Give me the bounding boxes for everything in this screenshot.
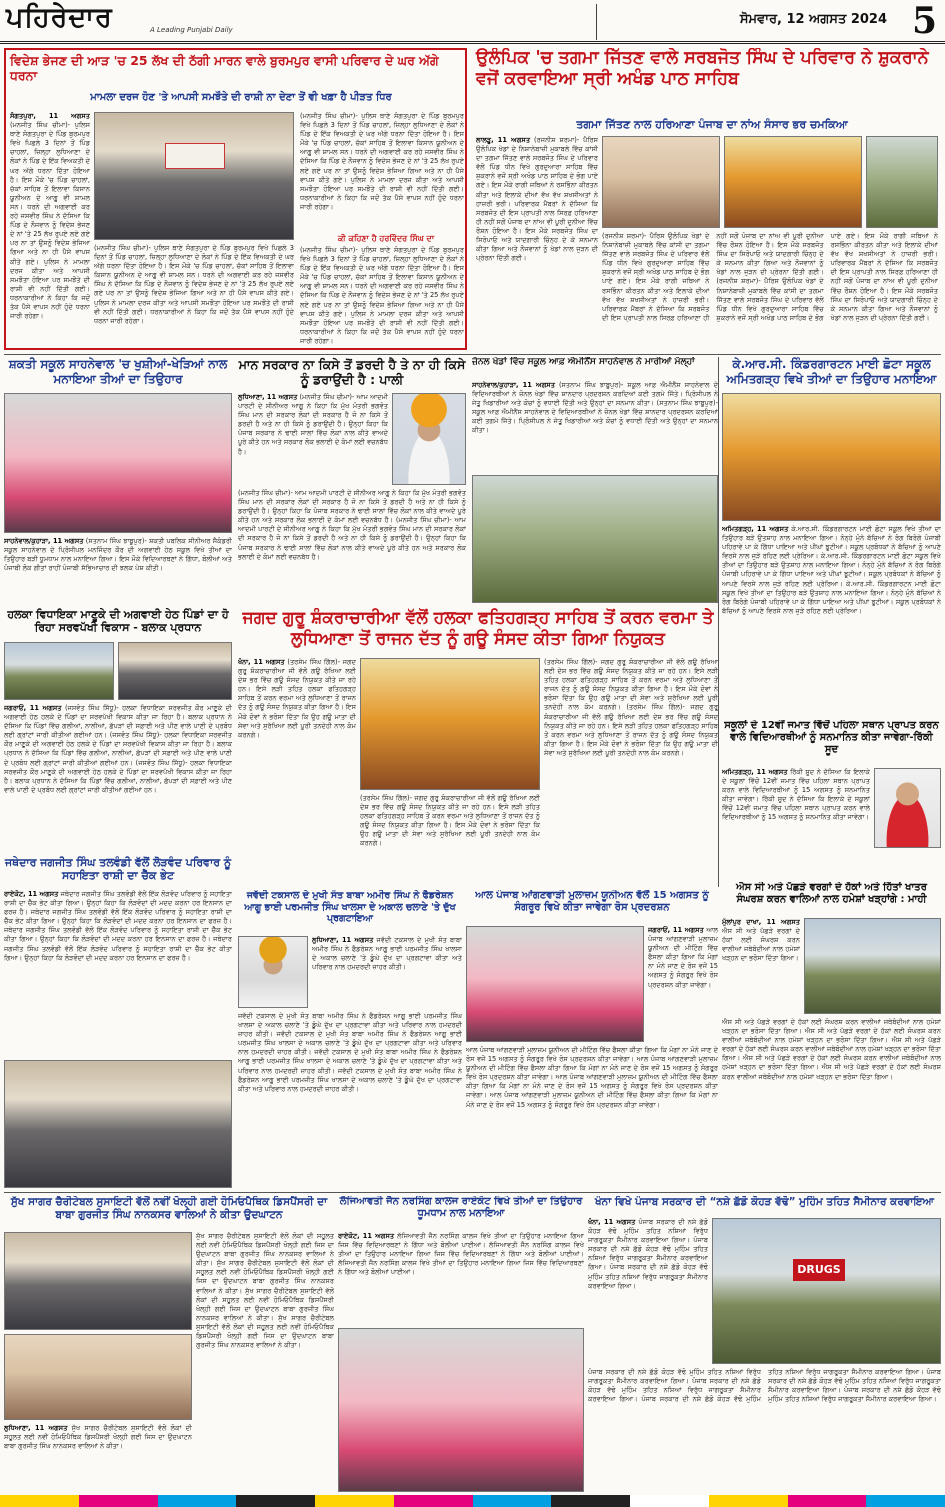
story-mann-sarkar-pali: [238, 357, 466, 605]
story-photo-village: [4, 642, 114, 700]
color-swatch: [866, 1495, 945, 1507]
story-photo-students: [338, 1328, 584, 1492]
story-photo-meeting: [804, 918, 941, 1014]
divider: [4, 354, 941, 355]
story-photo-temple: [866, 136, 938, 228]
story-photo-protest: [94, 112, 294, 240]
story-body: ਸਾਹਨੇਵਾਲ/ਕੁਹਾੜਾ, 11 ਅਗਸਤ (ਸਤਨਾਮ ਸਿੰਘ ਝਾਬੂਪੁਰ)- ਸ਼ਕਤੀ ਪਬਲਿਕ ਸੀਨੀਅਰ ਸੈਕੰਡਰੀ ਸਕੂਲ ਸਾਹਨੇਵਾਲ ਦੇ ਪ੍ਰਿੰਸੀਪਲ ਮਨਜਿੰਦਰ ਕੌਰ ਦੀ ਅਗਵਾਈ ਹੇਠ ਸਕੂਲ ਵਿਖੇ ਤੀਆਂ ਦਾ ਤਿਉਹਾਰ ਬੜੀ ਧੂਮਧਾਮ ਨਾਲ ਮਨਾਇਆ ਗਿਆ। ਇਸ ਮੌਕੇ ਵਿਦਿਆਰਥਣਾਂ ਨੇ ਗਿੱਧਾ, ਬੋਲੀਆਂ ਅਤੇ ਪੰਜਾਬੀ ਲੋਕ ਗੀਤਾਂ ਰਾਹੀਂ ਪੰਜਾਬੀ ਸੱਭਿਆਚਾਰ ਦੀ ਝਲਕ ਪੇਸ਼ ਕੀਤੀ।: [4, 537, 232, 573]
story-body-bottom: (ਮਨਜੀਤ ਸਿੰਘ ਚੀਮਾ)- ਆਮ ਆਦਮੀ ਪਾਰਟੀ ਦੇ ਸੀਨੀਅਰ ਆਗੂ ਨੇ ਕਿਹਾ ਕਿ ਮੁੱਖ ਮੰਤਰੀ ਭਗਵੰਤ ਸਿੰਘ ਮਾਨ ਦੀ ਸਰਕਾਰ ਲੋਕਾਂ ਦੀ ਸਰਕਾਰ ਹੈ ਜੋ ਨਾ ਕਿਸੇ ਤੋਂ ਡਰਦੀ ਹੈ ਅਤੇ ਨਾ ਹੀ ਕਿਸੇ ਨੂੰ ਡਰਾਉਂਦੀ ਹੈ। ਉਨ੍ਹਾਂ ਕਿਹਾ ਕਿ ਪੰਜਾਬ ਸਰਕਾਰ ਨੇ ਢਾਈ ਸਾਲਾਂ ਵਿੱਚ ਲੋਕਾਂ ਨਾਲ ਕੀਤੇ ਵਾਅਦੇ ਪੂਰੇ ਕੀਤੇ ਹਨ ਅਤੇ ਸਰਕਾਰ ਲੋਕ ਭਲਾਈ ਦੇ ਕੰਮਾਂ ਲਈ ਵਚਨਬੱਧ ਹੈ। (ਮਨਜੀਤ ਸਿੰਘ ਚੀਮਾ)- ਆਮ ਆਦਮੀ ਪਾਰਟੀ ਦੇ ਸੀਨੀਅਰ ਆਗੂ ਨੇ ਕਿਹਾ ਕਿ ਮੁੱਖ ਮੰਤਰੀ ਭਗਵੰਤ ਸਿੰਘ ਮਾਨ ਦੀ ਸਰਕਾਰ ਲੋਕਾਂ ਦੀ ਸਰਕਾਰ ਹੈ ਜੋ ਨਾ ਕਿਸੇ ਤੋਂ ਡਰਦੀ ਹੈ ਅਤੇ ਨਾ ਹੀ ਕਿਸੇ ਨੂੰ ਡਰਾਉਂਦੀ ਹੈ। ਉਨ੍ਹਾਂ ਕਿਹਾ ਕਿ ਪੰਜਾਬ ਸਰਕਾਰ ਨੇ ਢਾਈ ਸਾਲਾਂ ਵਿੱਚ ਲੋਕਾਂ ਨਾਲ ਕੀਤੇ ਵਾਅਦੇ ਪੂਰੇ ਕੀਤੇ ਹਨ ਅਤੇ ਸਰਕਾਰ ਲੋਕ ਭਲਾਈ ਦੇ ਕੰਮਾਂ ਲਈ ਵਚਨਬੱਧ ਹੈ।: [238, 489, 466, 561]
color-swatch: [630, 1495, 709, 1507]
story-headline: ਜਵੱਦੀ ਟਕਸਾਲ ਦੇ ਮੁਖੀ ਸੰਤ ਬਾਬਾ ਅਮੀਰ ਸਿੰਘ ਨੇ ਫੈਡਰੇਸ਼ਨ ਆਗੂ ਭਾਈ ਪਰਮਜੀਤ ਸਿੰਘ ਖਾਲਸਾ ਦੇ ਅਕਾਲ ਚਲਾਣੇ 'ਤੇ ਦੁੱਖ ਪ੍ਰਗਟਾਇਆ: [244, 890, 456, 925]
story-photo-anganwadi: [466, 926, 644, 1042]
story-khanna-drug-seminar: [588, 1196, 941, 1492]
story-photo-family: [724, 136, 862, 228]
story-body-side: ਜਗਰਾਓਂ, 11 ਅਗਸਤ ਆਲ ਪੰਜਾਬ ਆਂਗਣਵਾੜੀ ਮੁਲਾਜ਼ਮ ਯੂਨੀਅਨ ਦੀ ਮੀਟਿੰਗ ਵਿੱਚ ਫੈਸਲਾ ਕੀਤਾ ਗਿਆ ਕਿ ਮੰਗਾਂ ਨਾ ਮੰਨੇ ਜਾਣ ਦੇ ਰੋਸ ਵਜੋਂ 15 ਅਗਸਤ ਨੂੰ ਸੰਗਰੂਰ ਵਿਖੇ ਰੋਸ ਪ੍ਰਦਰਸ਼ਨ ਕੀਤਾ ਜਾਵੇਗਾ।: [648, 926, 718, 989]
drugs-banner: DRUGS: [793, 1259, 845, 1281]
story-body-top: ਲੁਧਿਆਣਾ, 11 ਅਗਸਤ (ਮਨਜੀਤ ਸਿੰਘ ਚੀਮਾ)- ਆਮ ਆਦਮੀ ਪਾਰਟੀ ਦੇ ਸੀਨੀਅਰ ਆਗੂ ਨੇ ਕਿਹਾ ਕਿ ਮੁੱਖ ਮੰਤਰੀ ਭਗਵੰਤ ਸਿੰਘ ਮਾਨ ਦੀ ਸਰਕਾਰ ਲੋਕਾਂ ਦੀ ਸਰਕਾਰ ਹੈ ਜੋ ਨਾ ਕਿਸੇ ਤੋਂ ਡਰਦੀ ਹੈ ਅਤੇ ਨਾ ਹੀ ਕਿਸੇ ਨੂੰ ਡਰਾਉਂਦੀ ਹੈ। ਉਨ੍ਹਾਂ ਕਿਹਾ ਕਿ ਪੰਜਾਬ ਸਰਕਾਰ ਨੇ ਢਾਈ ਸਾਲਾਂ ਵਿੱਚ ਲੋਕਾਂ ਨਾਲ ਕੀਤੇ ਵਾਅਦੇ ਪੂਰੇ ਕੀਤੇ ਹਨ ਅਤੇ ਸਰਕਾਰ ਲੋਕ ਭਲਾਈ ਦੇ ਕੰਮਾਂ ਲਈ ਵਚਨਬੱਧ ਹੈ।: [238, 393, 388, 456]
story-body-side: ਮੁੱਲਾਂਪੁਰ ਦਾਖਾ, 11 ਅਗਸਤ ਐਸ ਸੀ ਅਤੇ ਪੱਛੜੇ ਵਰਗਾਂ ਦੇ ਹੱਕਾਂ ਲਈ ਸੰਘਰਸ਼ ਕਰਨ ਵਾਲੀਆਂ ਜਥੇਬੰਦੀਆਂ ਨਾਲ ਹਮੇਸ਼ਾਂ ਖੜ੍ਹਨ ਦਾ ਭਰੋਸਾ ਦਿੱਤਾ ਗਿਆ।: [722, 918, 800, 963]
story-body: ਰਾਏਕੋਟ, 11 ਅਗਸਤ ਜਥੇਦਾਰ ਜਗਜੀਤ ਸਿੰਘ ਤਲਵੰਡੀ ਵੱਲੋਂ ਇੱਕ ਲੋੜਵੰਦ ਪਰਿਵਾਰ ਨੂੰ ਸਹਾਇਤਾ ਰਾਸ਼ੀ ਦਾ ਚੈੱਕ ਭੇਟ ਕੀਤਾ ਗਿਆ। ਉਨ੍ਹਾਂ ਕਿਹਾ ਕਿ ਲੋੜਵੰਦਾਂ ਦੀ ਮਦਦ ਕਰਨਾ ਹਰ ਇਨਸਾਨ ਦਾ ਫਰਜ਼ ਹੈ। ਜਥੇਦਾਰ ਜਗਜੀਤ ਸਿੰਘ ਤਲਵੰਡੀ ਵੱਲੋਂ ਇੱਕ ਲੋੜਵੰਦ ਪਰਿਵਾਰ ਨੂੰ ਸਹਾਇਤਾ ਰਾਸ਼ੀ ਦਾ ਚੈੱਕ ਭੇਟ ਕੀਤਾ ਗਿਆ। ਉਨ੍ਹਾਂ ਕਿਹਾ ਕਿ ਲੋੜਵੰਦਾਂ ਦੀ ਮਦਦ ਕਰਨਾ ਹਰ ਇਨਸਾਨ ਦਾ ਫਰਜ਼ ਹੈ। ਜਥੇਦਾਰ ਜਗਜੀਤ ਸਿੰਘ ਤਲਵੰਡੀ ਵੱਲੋਂ ਇੱਕ ਲੋੜਵੰਦ ਪਰਿਵਾਰ ਨੂੰ ਸਹਾਇਤਾ ਰਾਸ਼ੀ ਦਾ ਚੈੱਕ ਭੇਟ ਕੀਤਾ ਗਿਆ। ਉਨ੍ਹਾਂ ਕਿਹਾ ਕਿ ਲੋੜਵੰਦਾਂ ਦੀ ਮਦਦ ਕਰਨਾ ਹਰ ਇਨਸਾਨ ਦਾ ਫਰਜ਼ ਹੈ। ਜਥੇਦਾਰ ਜਗਜੀਤ ਸਿੰਘ ਤਲਵੰਡੀ ਵੱਲੋਂ ਇੱਕ ਲੋੜਵੰਦ ਪਰਿਵਾਰ ਨੂੰ ਸਹਾਇਤਾ ਰਾਸ਼ੀ ਦਾ ਚੈੱਕ ਭੇਟ ਕੀਤਾ ਗਿਆ। ਉਨ੍ਹਾਂ ਕਿਹਾ ਕਿ ਲੋੜਵੰਦਾਂ ਦੀ ਮਦਦ ਕਰਨਾ ਹਰ ਇਨਸਾਨ ਦਾ ਫਰਜ਼ ਹੈ।: [4, 890, 232, 962]
story-body-side: ਸੁੱਖ ਸਾਗਰ ਚੈਰੀਟੇਬਲ ਸੁਸਾਇਟੀ ਵੱਲੋਂ ਲੋਕਾਂ ਦੀ ਸਹੂਲਤ ਲਈ ਨਵੀਂ ਹੋਮਿਓਪੈਥਿਕ ਡਿਸਪੈਂਸਰੀ ਖੋਲ੍ਹੀ ਗਈ ਜਿਸ ਦਾ ਉਦਘਾਟਨ ਬਾਬਾ ਗੁਰਜੀਤ ਸਿੰਘ ਨਾਨਕਸਰ ਵਾਲਿਆਂ ਨੇ ਕੀਤਾ। ਸੁੱਖ ਸਾਗਰ ਚੈਰੀਟੇਬਲ ਸੁਸਾਇਟੀ ਵੱਲੋਂ ਲੋਕਾਂ ਦੀ ਸਹੂਲਤ ਲਈ ਨਵੀਂ ਹੋਮਿਓਪੈਥਿਕ ਡਿਸਪੈਂਸਰੀ ਖੋਲ੍ਹੀ ਗਈ ਜਿਸ ਦਾ ਉਦਘਾਟਨ ਬਾਬਾ ਗੁਰਜੀਤ ਸਿੰਘ ਨਾਨਕਸਰ ਵਾਲਿਆਂ ਨੇ ਕੀਤਾ। ਸੁੱਖ ਸਾਗਰ ਚੈਰੀਟੇਬਲ ਸੁਸਾਇਟੀ ਵੱਲੋਂ ਲੋਕਾਂ ਦੀ ਸਹੂਲਤ ਲਈ ਨਵੀਂ ਹੋਮਿਓਪੈਥਿਕ ਡਿਸਪੈਂਸਰੀ ਖੋਲ੍ਹੀ ਗਈ ਜਿਸ ਦਾ ਉਦਘਾਟਨ ਬਾਬਾ ਗੁਰਜੀਤ ਸਿੰਘ ਨਾਨਕਸਰ ਵਾਲਿਆਂ ਨੇ ਕੀਤਾ। ਸੁੱਖ ਸਾਗਰ ਚੈਰੀਟੇਬਲ ਸੁਸਾਇਟੀ ਵੱਲੋਂ ਲੋਕਾਂ ਦੀ ਸਹੂਲਤ ਲਈ ਨਵੀਂ ਹੋਮਿਓਪੈਥਿਕ ਡਿਸਪੈਂਸਰੀ ਖੋਲ੍ਹੀ ਗਈ ਜਿਸ ਦਾ ਉਦਘਾਟਨ ਬਾਬਾ ਗੁਰਜੀਤ ਸਿੰਘ ਨਾਨਕਸਰ ਵਾਲਿਆਂ ਨੇ ਕੀਤਾ।: [196, 1232, 334, 1350]
color-swatch: [236, 1495, 315, 1507]
story-body: ਜਗਰਾਓਂ, 11 ਅਗਸਤ (ਜਸਵੰਤ ਸਿੰਘ ਸਿੱਧੂ)- ਹਲਕਾ ਵਿਧਾਇਕਾ ਸਰਵਜੀਤ ਕੌਰ ਮਾਣੂਕੇ ਦੀ ਅਗਵਾਈ ਹੇਠ ਹਲਕੇ ਦੇ ਪਿੰਡਾਂ ਦਾ ਸਰਵਪੱਖੀ ਵਿਕਾਸ ਕੀਤਾ ਜਾ ਰਿਹਾ ਹੈ। ਬਲਾਕ ਪ੍ਰਧਾਨ ਨੇ ਦੱਸਿਆ ਕਿ ਪਿੰਡਾਂ ਵਿੱਚ ਗਲੀਆਂ, ਨਾਲੀਆਂ, ਛੱਪੜਾਂ ਦੀ ਸਫ਼ਾਈ ਅਤੇ ਪੀਣ ਵਾਲੇ ਪਾਣੀ ਦੇ ਪ੍ਰਬੰਧ ਲਈ ਗ੍ਰਾਂਟਾਂ ਜਾਰੀ ਕੀਤੀਆਂ ਗਈਆਂ ਹਨ। (ਜਸਵੰਤ ਸਿੰਘ ਸਿੱਧੂ)- ਹਲਕਾ ਵਿਧਾਇਕਾ ਸਰਵਜੀਤ ਕੌਰ ਮਾਣੂਕੇ ਦੀ ਅਗਵਾਈ ਹੇਠ ਹਲਕੇ ਦੇ ਪਿੰਡਾਂ ਦਾ ਸਰਵਪੱਖੀ ਵਿਕਾਸ ਕੀਤਾ ਜਾ ਰਿਹਾ ਹੈ। ਬਲਾਕ ਪ੍ਰਧਾਨ ਨੇ ਦੱਸਿਆ ਕਿ ਪਿੰਡਾਂ ਵਿੱਚ ਗਲੀਆਂ, ਨਾਲੀਆਂ, ਛੱਪੜਾਂ ਦੀ ਸਫ਼ਾਈ ਅਤੇ ਪੀਣ ਵਾਲੇ ਪਾਣੀ ਦੇ ਪ੍ਰਬੰਧ ਲਈ ਗ੍ਰਾਂਟਾਂ ਜਾਰੀ ਕੀਤੀਆਂ ਗਈਆਂ ਹਨ। (ਜਸਵੰਤ ਸਿੰਘ ਸਿੱਧੂ)- ਹਲਕਾ ਵਿਧਾਇਕਾ ਸਰਵਜੀਤ ਕੌਰ ਮਾਣੂਕੇ ਦੀ ਅਗਵਾਈ ਹੇਠ ਹਲਕੇ ਦੇ ਪਿੰਡਾਂ ਦਾ ਸਰਵਪੱਖੀ ਵਿਕਾਸ ਕੀਤਾ ਜਾ ਰਿਹਾ ਹੈ। ਬਲਾਕ ਪ੍ਰਧਾਨ ਨੇ ਦੱਸਿਆ ਕਿ ਪਿੰਡਾਂ ਵਿੱਚ ਗਲੀਆਂ, ਨਾਲੀਆਂ, ਛੱਪੜਾਂ ਦੀ ਸਫ਼ਾਈ ਅਤੇ ਪੀਣ ਵਾਲੇ ਪਾਣੀ ਦੇ ਪ੍ਰਬੰਧ ਲਈ ਗ੍ਰਾਂਟਾਂ ਜਾਰੀ ਕੀਤੀਆਂ ਗਈਆਂ ਹਨ।: [4, 704, 232, 794]
story-body-mid: (ਮਨਜੀਤ ਸਿੰਘ ਚੀਮਾ)- ਪੁਲਿਸ ਥਾਣੇ ਸੰਗਤਪੁਰਾ ਦੇ ਪਿੰਡ ਬੁਰਮਪੁਰ ਵਿਖੇ ਪਿਛਲੇ 3 ਦਿਨਾਂ ਤੋਂ ਪਿੰਡ ਚਾਹਲਾਂ, ਜ਼ਿਲ੍ਹਾ ਲੁਧਿਆਣਾ ਦੇ ਲੋਕਾਂ ਨੇ ਪਿੰਡ ਦੇ ਇੱਕ ਵਿਅਕਤੀ ਦੇ ਘਰ ਅੱਗੇ ਧਰਨਾ ਦਿੱਤਾ ਹੋਇਆ ਹੈ। ਇਸ ਮੌਕੇ 'ਚ ਪਿੰਡ ਚਾਹਲਾਂ, ਚੱਕਾਂ ਸਾਹਿਬ ਤੋਂ ਇਲਾਵਾ ਕਿਸਾਨ ਯੂਨੀਅਨ ਦੇ ਆਗੂ ਵੀ ਸ਼ਾਮਲ ਸਨ। ਧਰਨੇ ਦੀ ਅਗਵਾਈ ਕਰ ਰਹੇ ਜਸਵੀਰ ਸਿੰਘ ਨੇ ਦੱਸਿਆ ਕਿ ਪਿੰਡ ਦੇ ਨੌਜਵਾਨ ਨੂੰ ਵਿਦੇਸ਼ ਭੇਜਣ ਦੇ ਨਾਂ 'ਤੇ 25 ਲੱਖ ਰੁਪਏ ਲਏ ਗਏ ਪਰ ਨਾ ਤਾਂ ਉਸਨੂੰ ਵਿਦੇਸ਼ ਭੇਜਿਆ ਗਿਆ ਅਤੇ ਨਾ ਹੀ ਪੈਸੇ ਵਾਪਸ ਕੀਤੇ ਗਏ। ਪੁਲਿਸ ਨੇ ਮਾਮਲਾ ਦਰਜ ਕੀਤਾ ਅਤੇ ਆਪਸੀ ਸਮਝੌਤਾ ਹੋਇਆ ਪਰ ਸਮਝੌਤੇ ਦੀ ਰਾਸ਼ੀ ਵੀ ਨਹੀਂ ਦਿੱਤੀ ਗਈ। ਧਰਨਾਕਾਰੀਆਂ ਨੇ ਕਿਹਾ ਕਿ ਜਦੋਂ ਤੱਕ ਪੈਸੇ ਵਾਪਸ ਨਹੀਂ ਹੁੰਦੇ ਧਰਨਾ ਜਾਰੀ ਰਹੇਗਾ।: [94, 244, 294, 325]
story-headline: ਸ਼ਕਤੀ ਸਕੂਲ ਸਾਹਨੇਵਾਲ 'ਚ ਖੁਸ਼ੀਆਂ-ਖੇੜਿਆਂ ਨਾਲ ਮਨਾਇਆ ਤੀਆਂ ਦਾ ਤਿਉਹਾਰ: [8, 357, 228, 386]
page-number: 5: [911, 0, 937, 42]
story-headline: ਵਿਦੇਸ਼ ਭੇਜਣ ਦੀ ਆੜ 'ਚ 25 ਲੱਖ ਦੀ ਠੱਗੀ ਮਾਰਨ ਵਾਲੇ ਬੁਰਮਪੁਰ ਵਾਸੀ ਪਰਿਵਾਰ ਦੇ ਘਰ ਅੱਗੇ ਧਰਨਾ: [10, 53, 439, 84]
story-body: ਸਾਹਨੇਵਾਲ/ਕੁਹਾੜਾ, 11 ਅਗਸਤ (ਸਤਨਾਮ ਸਿੰਘ ਝਾਬੂਪੁਰ)- ਸਕੂਲ ਆਫ਼ ਐਮੀਨੈਂਸ ਸਾਹਨੇਵਾਲ ਦੇ ਵਿਦਿਆਰਥੀਆਂ ਨੇ ਜ਼ੋਨਲ ਖੇਡਾਂ ਵਿੱਚ ਸ਼ਾਨਦਾਰ ਪ੍ਰਦਰਸ਼ਨ ਕਰਦਿਆਂ ਕਈ ਤਗਮੇ ਜਿੱਤੇ। ਪ੍ਰਿੰਸੀਪਲ ਨੇ ਜੇਤੂ ਖਿਡਾਰੀਆਂ ਅਤੇ ਕੋਚਾਂ ਨੂੰ ਵਧਾਈ ਦਿੱਤੀ ਅਤੇ ਉਨ੍ਹਾਂ ਦਾ ਸਨਮਾਨ ਕੀਤਾ। (ਸਤਨਾਮ ਸਿੰਘ ਝਾਬੂਪੁਰ)- ਸਕੂਲ ਆਫ਼ ਐਮੀਨੈਂਸ ਸਾਹਨੇਵਾਲ ਦੇ ਵਿਦਿਆਰਥੀਆਂ ਨੇ ਜ਼ੋਨਲ ਖੇਡਾਂ ਵਿੱਚ ਸ਼ਾਨਦਾਰ ਪ੍ਰਦਰਸ਼ਨ ਕਰਦਿਆਂ ਕਈ ਤਗਮੇ ਜਿੱਤੇ। ਪ੍ਰਿੰਸੀਪਲ ਨੇ ਜੇਤੂ ਖਿਡਾਰੀਆਂ ਅਤੇ ਕੋਚਾਂ ਨੂੰ ਵਧਾਈ ਦਿੱਤੀ ਅਤੇ ਉਨ੍ਹਾਂ ਦਾ ਸਨਮਾਨ ਕੀਤਾ।: [472, 381, 718, 435]
story-gau-sansad: [238, 608, 718, 886]
story-body-left: ਲਾਲੜੂ, 11 ਅਗਸਤ (ਰਜਨੀਸ਼ ਸ਼ਰਮਾ)- ਪੈਰਿਸ ਉਲੰਪਿਕ ਖੇਡਾਂ ਦੇ ਨਿਸ਼ਾਨੇਬਾਜ਼ੀ ਮੁਕਾਬਲੇ ਵਿੱਚ ਕਾਂਸੀ ਦਾ ਤਗਮਾ ਜਿੱਤਣ ਵਾਲੇ ਸਰਬਜੋਤ ਸਿੰਘ ਦੇ ਪਰਿਵਾਰ ਵੱਲੋਂ ਪਿੰਡ ਧੀਨ ਵਿਖੇ ਗੁਰਦੁਆਰਾ ਸਾਹਿਬ ਵਿੱਚ ਸ਼ੁਕਰਾਨੇ ਵਜੋਂ ਸ੍ਰੀ ਅਖੰਡ ਪਾਠ ਸਾਹਿਬ ਦੇ ਭੋਗ ਪਾਏ ਗਏ। ਇਸ ਮੌਕੇ ਰਾਗੀ ਜਥਿਆਂ ਨੇ ਰਸਭਿੰਨਾ ਕੀਰਤਨ ਕੀਤਾ ਅਤੇ ਇਲਾਕੇ ਦੀਆਂ ਵੱਖ ਵੱਖ ਸ਼ਖਸੀਅਤਾਂ ਨੇ ਹਾਜ਼ਰੀ ਭਰੀ। ਪਰਿਵਾਰਕ ਮੈਂਬਰਾਂ ਨੇ ਦੱਸਿਆ ਕਿ ਸਰਬਜੋਤ ਦੀ ਇਸ ਪ੍ਰਾਪਤੀ ਨਾਲ ਸਿਰਫ਼ ਹਰਿਆਣਾ ਹੀ ਨਹੀਂ ਸਗੋਂ ਪੰਜਾਬ ਦਾ ਨਾਂਅ ਵੀ ਪੂਰੀ ਦੁਨੀਆ ਵਿੱਚ ਰੌਸ਼ਨ ਹੋਇਆ ਹੈ। ਇਸ ਮੌਕੇ ਸਰਬਜੋਤ ਸਿੰਘ ਦਾ ਸਿਰੋਪਾਓ ਅਤੇ ਯਾਦਗਾਰੀ ਚਿੰਨ੍ਹ ਦੇ ਕੇ ਸਨਮਾਨ ਕੀਤਾ ਗਿਆ ਅਤੇ ਨੌਜਵਾਨਾਂ ਨੂੰ ਖੇਡਾਂ ਨਾਲ ਜੁੜਨ ਦੀ ਪ੍ਰੇਰਨਾ ਦਿੱਤੀ ਗਈ।: [476, 136, 598, 263]
story-inline-heading: ਕੀ ਕਹਿਣਾ ਹੈ ਹਰਵਿੰਦਰ ਸਿੰਘ ਦਾ: [337, 234, 435, 243]
newspaper-tagline: A Leading Punjabi Daily: [150, 26, 233, 34]
story-manuke-development: [4, 608, 232, 853]
story-sukh-sagar-dispensary: [4, 1196, 334, 1492]
story-fraud-protest: [4, 48, 467, 350]
masthead: [0, 0, 945, 44]
newspaper-logo: ਪਹਿਰੇਦਾਰ: [6, 2, 113, 33]
story-jain-nursing-teeyan: [338, 1196, 584, 1492]
story-body: ਐਸ ਸੀ ਅਤੇ ਪੱਛੜੇ ਵਰਗਾਂ ਦੇ ਹੱਕਾਂ ਲਈ ਸੰਘਰਸ਼ ਕਰਨ ਵਾਲੀਆਂ ਜਥੇਬੰਦੀਆਂ ਨਾਲ ਹਮੇਸ਼ਾਂ ਖੜ੍ਹਨ ਦਾ ਭਰੋਸਾ ਦਿੱਤਾ ਗਿਆ। ਐਸ ਸੀ ਅਤੇ ਪੱਛੜੇ ਵਰਗਾਂ ਦੇ ਹੱਕਾਂ ਲਈ ਸੰਘਰਸ਼ ਕਰਨ ਵਾਲੀਆਂ ਜਥੇਬੰਦੀਆਂ ਨਾਲ ਹਮੇਸ਼ਾਂ ਖੜ੍ਹਨ ਦਾ ਭਰੋਸਾ ਦਿੱਤਾ ਗਿਆ। ਐਸ ਸੀ ਅਤੇ ਪੱਛੜੇ ਵਰਗਾਂ ਦੇ ਹੱਕਾਂ ਲਈ ਸੰਘਰਸ਼ ਕਰਨ ਵਾਲੀਆਂ ਜਥੇਬੰਦੀਆਂ ਨਾਲ ਹਮੇਸ਼ਾਂ ਖੜ੍ਹਨ ਦਾ ਭਰੋਸਾ ਦਿੱਤਾ ਗਿਆ। ਐਸ ਸੀ ਅਤੇ ਪੱਛੜੇ ਵਰਗਾਂ ਦੇ ਹੱਕਾਂ ਲਈ ਸੰਘਰਸ਼ ਕਰਨ ਵਾਲੀਆਂ ਜਥੇਬੰਦੀਆਂ ਨਾਲ ਹਮੇਸ਼ਾਂ ਖੜ੍ਹਨ ਦਾ ਭਰੋਸਾ ਦਿੱਤਾ ਗਿਆ। ਐਸ ਸੀ ਅਤੇ ਪੱਛੜੇ ਵਰਗਾਂ ਦੇ ਹੱਕਾਂ ਲਈ ਸੰਘਰਸ਼ ਕਰਨ ਵਾਲੀਆਂ ਜਥੇਬੰਦੀਆਂ ਨਾਲ ਹਮੇਸ਼ਾਂ ਖੜ੍ਹਨ ਦਾ ਭਰੋਸਾ ਦਿੱਤਾ ਗਿਆ।: [722, 1018, 941, 1081]
color-swatch: [709, 1495, 788, 1507]
story-body: ਅਮਿਤਗੜ੍ਹ, 11 ਅਗਸਤ ਰਿੱਕੀ ਸੂਦ ਨੇ ਦੱਸਿਆ ਕਿ ਇਲਾਕੇ ਦੇ ਸਕੂਲਾਂ ਵਿੱਚੋਂ 12ਵੀਂ ਜਮਾਤ ਵਿੱਚ ਪਹਿਲਾ ਸਥਾਨ ਪ੍ਰਾਪਤ ਕਰਨ ਵਾਲੇ ਵਿਦਿਆਰਥੀਆਂ ਨੂੰ 15 ਅਗਸਤ ਨੂੰ ਸਨਮਾਨਿਤ ਕੀਤਾ ਜਾਵੇਗਾ। ਰਿੱਕੀ ਸੂਦ ਨੇ ਦੱਸਿਆ ਕਿ ਇਲਾਕੇ ਦੇ ਸਕੂਲਾਂ ਵਿੱਚੋਂ 12ਵੀਂ ਜਮਾਤ ਵਿੱਚ ਪਹਿਲਾ ਸਥਾਨ ਪ੍ਰਾਪਤ ਕਰਨ ਵਾਲੇ ਵਿਦਿਆਰਥੀਆਂ ਨੂੰ 15 ਅਗਸਤ ਨੂੰ ਸਨਮਾਨਿਤ ਕੀਤਾ ਜਾਵੇਗਾ।: [722, 768, 870, 822]
story-body-left: ਸੰਗਤਪੁਰਾ, 11 ਅਗਸਤ (ਮਨਜੀਤ ਸਿੰਘ ਚੀਮਾ)- ਪੁਲਿਸ ਥਾਣੇ ਸੰਗਤਪੁਰਾ ਦੇ ਪਿੰਡ ਬੁਰਮਪੁਰ ਵਿਖੇ ਪਿਛਲੇ 3 ਦਿਨਾਂ ਤੋਂ ਪਿੰਡ ਚਾਹਲਾਂ, ਜ਼ਿਲ੍ਹਾ ਲੁਧਿਆਣਾ ਦੇ ਲੋਕਾਂ ਨੇ ਪਿੰਡ ਦੇ ਇੱਕ ਵਿਅਕਤੀ ਦੇ ਘਰ ਅੱਗੇ ਧਰਨਾ ਦਿੱਤਾ ਹੋਇਆ ਹੈ। ਇਸ ਮੌਕੇ 'ਚ ਪਿੰਡ ਚਾਹਲਾਂ, ਚੱਕਾਂ ਸਾਹਿਬ ਤੋਂ ਇਲਾਵਾ ਕਿਸਾਨ ਯੂਨੀਅਨ ਦੇ ਆਗੂ ਵੀ ਸ਼ਾਮਲ ਸਨ। ਧਰਨੇ ਦੀ ਅਗਵਾਈ ਕਰ ਰਹੇ ਜਸਵੀਰ ਸਿੰਘ ਨੇ ਦੱਸਿਆ ਕਿ ਪਿੰਡ ਦੇ ਨੌਜਵਾਨ ਨੂੰ ਵਿਦੇਸ਼ ਭੇਜਣ ਦੇ ਨਾਂ 'ਤੇ 25 ਲੱਖ ਰੁਪਏ ਲਏ ਗਏ ਪਰ ਨਾ ਤਾਂ ਉਸਨੂੰ ਵਿਦੇਸ਼ ਭੇਜਿਆ ਗਿਆ ਅਤੇ ਨਾ ਹੀ ਪੈਸੇ ਵਾਪਸ ਕੀਤੇ ਗਏ। ਪੁਲਿਸ ਨੇ ਮਾਮਲਾ ਦਰਜ ਕੀਤਾ ਅਤੇ ਆਪਸੀ ਸਮਝੌਤਾ ਹੋਇਆ ਪਰ ਸਮਝੌਤੇ ਦੀ ਰਾਸ਼ੀ ਵੀ ਨਹੀਂ ਦਿੱਤੀ ਗਈ। ਧਰਨਾਕਾਰੀਆਂ ਨੇ ਕਿਹਾ ਕਿ ਜਦੋਂ ਤੱਕ ਪੈਸੇ ਵਾਪਸ ਨਹੀਂ ਹੁੰਦੇ ਧਰਨਾ ਜਾਰੀ ਰਹੇਗਾ।: [10, 112, 90, 321]
story-anganwadi-protest: [466, 890, 718, 1188]
story-body-side: ਖੰਨਾ, 11 ਅਗਸਤ ਪੰਜਾਬ ਸਰਕਾਰ ਦੀ ਨਸ਼ੇ ਛੱਡੋ ਕੋਹੜ ਵੱਢੋ ਮੁਹਿੰਮ ਤਹਿਤ ਨਸ਼ਿਆਂ ਵਿਰੁੱਧ ਜਾਗਰੂਕਤਾ ਸੈਮੀਨਾਰ ਕਰਵਾਇਆ ਗਿਆ। ਪੰਜਾਬ ਸਰਕਾਰ ਦੀ ਨਸ਼ੇ ਛੱਡੋ ਕੋਹੜ ਵੱਢੋ ਮੁਹਿੰਮ ਤਹਿਤ ਨਸ਼ਿਆਂ ਵਿਰੁੱਧ ਜਾਗਰੂਕਤਾ ਸੈਮੀਨਾਰ ਕਰਵਾਇਆ ਗਿਆ। ਪੰਜਾਬ ਸਰਕਾਰ ਦੀ ਨਸ਼ੇ ਛੱਡੋ ਕੋਹੜ ਵੱਢੋ ਮੁਹਿੰਮ ਤਹਿਤ ਨਸ਼ਿਆਂ ਵਿਰੁੱਧ ਜਾਗਰੂਕਤਾ ਸੈਮੀਨਾਰ ਕਰਵਾਇਆ ਗਿਆ।: [588, 1218, 708, 1290]
story-headline: ਜ਼ੋਨਲ ਖੇਡਾਂ ਵਿੱਚ ਸਕੂਲ ਆਫ਼ ਐਮੀਨੈਂਸ ਸਾਹਨੇਵਾਲ ਨੇ ਮਾਰੀਆਂ ਮੱਲ੍ਹਾਂ: [472, 357, 695, 367]
story-photo-cheque: [4, 1060, 232, 1188]
color-swatch: [551, 1495, 630, 1507]
color-swatch: [394, 1495, 473, 1507]
print-color-bar: [0, 1495, 945, 1507]
story-photo-girls: [4, 393, 232, 533]
story-body: ਅਮਿਤਗੜ੍ਹ, 11 ਅਗਸਤ ਕੇ.ਆਰ.ਸੀ. ਕਿੰਡਰਗਾਰਟਨ ਮਾਈ ਛੋਟਾ ਸਕੂਲ ਵਿਖੇ ਤੀਆਂ ਦਾ ਤਿਉਹਾਰ ਬੜੇ ਉਤਸ਼ਾਹ ਨਾਲ ਮਨਾਇਆ ਗਿਆ। ਨੰਨ੍ਹੇ ਮੁੰਨੇ ਬੱਚਿਆਂ ਨੇ ਰੰਗ ਬਿਰੰਗੇ ਪੰਜਾਬੀ ਪਹਿਰਾਵੇ ਪਾ ਕੇ ਗਿੱਧਾ ਪਾਇਆ ਅਤੇ ਪੀਂਘਾਂ ਝੂਟੀਆਂ। ਸਕੂਲ ਪ੍ਰਬੰਧਕਾਂ ਨੇ ਬੱਚਿਆਂ ਨੂੰ ਆਪਣੇ ਵਿਰਸੇ ਨਾਲ ਜੁੜੇ ਰਹਿਣ ਲਈ ਪ੍ਰੇਰਿਆ। ਕੇ.ਆਰ.ਸੀ. ਕਿੰਡਰਗਾਰਟਨ ਮਾਈ ਛੋਟਾ ਸਕੂਲ ਵਿਖੇ ਤੀਆਂ ਦਾ ਤਿਉਹਾਰ ਬੜੇ ਉਤਸ਼ਾਹ ਨਾਲ ਮਨਾਇਆ ਗਿਆ। ਨੰਨ੍ਹੇ ਮੁੰਨੇ ਬੱਚਿਆਂ ਨੇ ਰੰਗ ਬਿਰੰਗੇ ਪੰਜਾਬੀ ਪਹਿਰਾਵੇ ਪਾ ਕੇ ਗਿੱਧਾ ਪਾਇਆ ਅਤੇ ਪੀਂਘਾਂ ਝੂਟੀਆਂ। ਸਕੂਲ ਪ੍ਰਬੰਧਕਾਂ ਨੇ ਬੱਚਿਆਂ ਨੂੰ ਆਪਣੇ ਵਿਰਸੇ ਨਾਲ ਜੁੜੇ ਰਹਿਣ ਲਈ ਪ੍ਰੇਰਿਆ। ਕੇ.ਆਰ.ਸੀ. ਕਿੰਡਰਗਾਰਟਨ ਮਾਈ ਛੋਟਾ ਸਕੂਲ ਵਿਖੇ ਤੀਆਂ ਦਾ ਤਿਉਹਾਰ ਬੜੇ ਉਤਸ਼ਾਹ ਨਾਲ ਮਨਾਇਆ ਗਿਆ। ਨੰਨ੍ਹੇ ਮੁੰਨੇ ਬੱਚਿਆਂ ਨੇ ਰੰਗ ਬਿਰੰਗੇ ਪੰਜਾਬੀ ਪਹਿਰਾਵੇ ਪਾ ਕੇ ਗਿੱਧਾ ਪਾਇਆ ਅਤੇ ਪੀਂਘਾਂ ਝੂਟੀਆਂ। ਸਕੂਲ ਪ੍ਰਬੰਧਕਾਂ ਨੇ ਬੱਚਿਆਂ ਨੂੰ ਆਪਣੇ ਵਿਰਸੇ ਨਾਲ ਜੁੜੇ ਰਹਿਣ ਲਈ ਪ੍ਰੇਰਿਆ।: [722, 525, 941, 615]
story-photo-inauguration: [4, 1334, 192, 1420]
story-headline: ਖੰਨਾ ਵਿਖੇ ਪੰਜਾਬ ਸਰਕਾਰ ਦੀ “ਨਸ਼ੇ ਛੱਡੋ ਕੋਹੜ ਵੱਢੋ” ਮੁਹਿੰਮ ਤਹਿਤ ਸੈਮੀਨਾਰ ਕਰਵਾਇਆ: [595, 1196, 934, 1208]
story-body-top: ਲੁਧਿਆਣਾ, 11 ਅਗਸਤ ਜਵੱਦੀ ਟਕਸਾਲ ਦੇ ਮੁਖੀ ਸੰਤ ਬਾਬਾ ਅਮੀਰ ਸਿੰਘ ਨੇ ਫੈਡਰੇਸ਼ਨ ਆਗੂ ਭਾਈ ਪਰਮਜੀਤ ਸਿੰਘ ਖਾਲਸਾ ਦੇ ਅਕਾਲ ਚਲਾਣੇ 'ਤੇ ਡੂੰਘੇ ਦੁੱਖ ਦਾ ਪ੍ਰਗਟਾਵਾ ਕੀਤਾ ਅਤੇ ਪਰਿਵਾਰ ਨਾਲ ਹਮਦਰਦੀ ਜ਼ਾਹਰ ਕੀਤੀ।: [312, 936, 462, 972]
issue-date: ਸੋਮਵਾਰ, 12 ਅਗਸਤ 2024: [739, 12, 887, 27]
story-body: ਪੰਜਾਬ ਸਰਕਾਰ ਦੀ ਨਸ਼ੇ ਛੱਡੋ ਕੋਹੜ ਵੱਢੋ ਮੁਹਿੰਮ ਤਹਿਤ ਨਸ਼ਿਆਂ ਵਿਰੁੱਧ ਜਾਗਰੂਕਤਾ ਸੈਮੀਨਾਰ ਕਰਵਾਇਆ ਗਿਆ। ਪੰਜਾਬ ਸਰਕਾਰ ਦੀ ਨਸ਼ੇ ਛੱਡੋ ਕੋਹੜ ਵੱਢੋ ਮੁਹਿੰਮ ਤਹਿਤ ਨਸ਼ਿਆਂ ਵਿਰੁੱਧ ਜਾਗਰੂਕਤਾ ਸੈਮੀਨਾਰ ਕਰਵਾਇਆ ਗਿਆ। ਪੰਜਾਬ ਸਰਕਾਰ ਦੀ ਨਸ਼ੇ ਛੱਡੋ ਕੋਹੜ ਵੱਢੋ ਮੁਹਿੰਮ ਤਹਿਤ ਨਸ਼ਿਆਂ ਵਿਰੁੱਧ ਜਾਗਰੂਕਤਾ ਸੈਮੀਨਾਰ ਕਰਵਾਇਆ ਗਿਆ। ਪੰਜਾਬ ਸਰਕਾਰ ਦੀ ਨਸ਼ੇ ਛੱਡੋ ਕੋਹੜ ਵੱਢੋ ਮੁਹਿੰਮ ਤਹਿਤ ਨਸ਼ਿਆਂ ਵਿਰੁੱਧ ਜਾਗਰੂਕਤਾ ਸੈਮੀਨਾਰ ਕਰਵਾਇਆ ਗਿਆ। ਪੰਜਾਬ ਸਰਕਾਰ ਦੀ ਨਸ਼ੇ ਛੱਡੋ ਕੋਹੜ ਵੱਢੋ ਮੁਹਿੰਮ ਤਹਿਤ ਨਸ਼ਿਆਂ ਵਿਰੁੱਧ ਜਾਗਰੂਕਤਾ ਸੈਮੀਨਾਰ ਕਰਵਾਇਆ ਗਿਆ।: [588, 1368, 941, 1404]
story-photo-shankaracharya: [360, 658, 540, 790]
story-body-right: (ਮਨਜੀਤ ਸਿੰਘ ਚੀਮਾ)- ਪੁਲਿਸ ਥਾਣੇ ਸੰਗਤਪੁਰਾ ਦੇ ਪਿੰਡ ਬੁਰਮਪੁਰ ਵਿਖੇ ਪਿਛਲੇ 3 ਦਿਨਾਂ ਤੋਂ ਪਿੰਡ ਚਾਹਲਾਂ, ਜ਼ਿਲ੍ਹਾ ਲੁਧਿਆਣਾ ਦੇ ਲੋਕਾਂ ਨੇ ਪਿੰਡ ਦੇ ਇੱਕ ਵਿਅਕਤੀ ਦੇ ਘਰ ਅੱਗੇ ਧਰਨਾ ਦਿੱਤਾ ਹੋਇਆ ਹੈ। ਇਸ ਮੌਕੇ 'ਚ ਪਿੰਡ ਚਾਹਲਾਂ, ਚੱਕਾਂ ਸਾਹਿਬ ਤੋਂ ਇਲਾਵਾ ਕਿਸਾਨ ਯੂਨੀਅਨ ਦੇ ਆਗੂ ਵੀ ਸ਼ਾਮਲ ਸਨ। ਧਰਨੇ ਦੀ ਅਗਵਾਈ ਕਰ ਰਹੇ ਜਸਵੀਰ ਸਿੰਘ ਨੇ ਦੱਸਿਆ ਕਿ ਪਿੰਡ ਦੇ ਨੌਜਵਾਨ ਨੂੰ ਵਿਦੇਸ਼ ਭੇਜਣ ਦੇ ਨਾਂ 'ਤੇ 25 ਲੱਖ ਰੁਪਏ ਲਏ ਗਏ ਪਰ ਨਾ ਤਾਂ ਉਸਨੂੰ ਵਿਦੇਸ਼ ਭੇਜਿਆ ਗਿਆ ਅਤੇ ਨਾ ਹੀ ਪੈਸੇ ਵਾਪਸ ਕੀਤੇ ਗਏ। ਪੁਲਿਸ ਨੇ ਮਾਮਲਾ ਦਰਜ ਕੀਤਾ ਅਤੇ ਆਪਸੀ ਸਮਝੌਤਾ ਹੋਇਆ ਪਰ ਸਮਝੌਤੇ ਦੀ ਰਾਸ਼ੀ ਵੀ ਨਹੀਂ ਦਿੱਤੀ ਗਈ। ਧਰਨਾਕਾਰੀਆਂ ਨੇ ਕਿਹਾ ਕਿ ਜਦੋਂ ਤੱਕ ਪੈਸੇ ਵਾਪਸ ਨਹੀਂ ਹੁੰਦੇ ਧਰਨਾ ਜਾਰੀ ਰਹੇਗਾ।: [300, 112, 464, 211]
story-headline: ਕੇ.ਆਰ.ਸੀ. ਕਿੰਡਰਗਾਰਟਨ ਮਾਈ ਛੋਟਾ ਸਕੂਲ ਅਮਿਤਗੜ੍ਹ ਵਿਖੇ ਤੀਆਂ ਦਾ ਤਿਉਹਾਰ ਮਨਾਇਆ: [726, 357, 937, 386]
story-zonal-sports: [472, 357, 718, 605]
story-photo-dispensary: [4, 1232, 192, 1330]
story-olympic-family: [472, 48, 942, 350]
story-body: ਰਾਏਕੋਟ, 11 ਅਗਸਤ ਲੱਜਿਆਵਤੀ ਜੈਨ ਨਰਸਿੰਗ ਕਾਲਜ ਵਿਖੇ ਤੀਆਂ ਦਾ ਤਿਉਹਾਰ ਮਨਾਇਆ ਗਿਆ ਜਿਸ ਵਿੱਚ ਵਿਦਿਆਰਥਣਾਂ ਨੇ ਗਿੱਧਾ ਅਤੇ ਬੋਲੀਆਂ ਪਾਈਆਂ। ਲੱਜਿਆਵਤੀ ਜੈਨ ਨਰਸਿੰਗ ਕਾਲਜ ਵਿਖੇ ਤੀਆਂ ਦਾ ਤਿਉਹਾਰ ਮਨਾਇਆ ਗਿਆ ਜਿਸ ਵਿੱਚ ਵਿਦਿਆਰਥਣਾਂ ਨੇ ਗਿੱਧਾ ਅਤੇ ਬੋਲੀਆਂ ਪਾਈਆਂ। ਲੱਜਿਆਵਤੀ ਜੈਨ ਨਰਸਿੰਗ ਕਾਲਜ ਵਿਖੇ ਤੀਆਂ ਦਾ ਤਿਉਹਾਰ ਮਨਾਇਆ ਗਿਆ ਜਿਸ ਵਿੱਚ ਵਿਦਿਆਰਥਣਾਂ ਨੇ ਗਿੱਧਾ ਅਤੇ ਬੋਲੀਆਂ ਪਾਈਆਂ।: [338, 1232, 584, 1277]
story-body-left: ਖੰਨਾ, 11 ਅਗਸਤ (ਤਰਸੇਮ ਸਿੰਘ ਗਿੱਲ)- ਜਗਦ ਗੁਰੂ ਸ਼ੰਕਰਾਚਾਰੀਆ ਜੀ ਵੱਲੋਂ ਗਊ ਰੱਖਿਆ ਲਈ ਦੇਸ਼ ਭਰ ਵਿੱਚ ਗਊ ਸੰਸਦ ਨਿਯੁਕਤ ਕੀਤੇ ਜਾ ਰਹੇ ਹਨ। ਇਸੇ ਲੜੀ ਤਹਿਤ ਹਲਕਾ ਫਤਿਹਗੜ੍ਹ ਸਾਹਿਬ ਤੋਂ ਕਰਨ ਵਰਮਾ ਅਤੇ ਲੁਧਿਆਣਾ ਤੋਂ ਰਾਜਨ ਦੱਤ ਨੂੰ ਗਊ ਸੰਸਦ ਨਿਯੁਕਤ ਕੀਤਾ ਗਿਆ ਹੈ। ਇਸ ਮੌਕੇ ਦੋਵਾਂ ਨੇ ਭਰੋਸਾ ਦਿੱਤਾ ਕਿ ਉਹ ਗਊ ਮਾਤਾ ਦੀ ਸੇਵਾ ਅਤੇ ਸੁਰੱਖਿਆ ਲਈ ਪੂਰੀ ਤਨਦੇਹੀ ਨਾਲ ਕੰਮ ਕਰਨਗੇ।: [238, 658, 356, 739]
story-ricky-sood: [722, 720, 941, 878]
color-swatch: [79, 1495, 158, 1507]
story-subhead: ਮਾਮਲਾ ਦਰਜ ਹੋਣ 'ਤੇ ਆਪਸੀ ਸਮਝੌਤੇ ਦੀ ਰਾਸ਼ੀ ਨਾ ਦੇਣਾ ਤੋਂ ਵੀ ਖਫ਼ਾ ਹੈ ਪੀੜਤ ਧਿਰ: [90, 92, 392, 103]
story-photo-gurdwara: [602, 136, 720, 228]
story-body-columns: (ਰਜਨੀਸ਼ ਸ਼ਰਮਾ)- ਪੈਰਿਸ ਉਲੰਪਿਕ ਖੇਡਾਂ ਦੇ ਨਿਸ਼ਾਨੇਬਾਜ਼ੀ ਮੁਕਾਬਲੇ ਵਿੱਚ ਕਾਂਸੀ ਦਾ ਤਗਮਾ ਜਿੱਤਣ ਵਾਲੇ ਸਰਬਜੋਤ ਸਿੰਘ ਦੇ ਪਰਿਵਾਰ ਵੱਲੋਂ ਪਿੰਡ ਧੀਨ ਵਿਖੇ ਗੁਰਦੁਆਰਾ ਸਾਹਿਬ ਵਿੱਚ ਸ਼ੁਕਰਾਨੇ ਵਜੋਂ ਸ੍ਰੀ ਅਖੰਡ ਪਾਠ ਸਾਹਿਬ ਦੇ ਭੋਗ ਪਾਏ ਗਏ। ਇਸ ਮੌਕੇ ਰਾਗੀ ਜਥਿਆਂ ਨੇ ਰਸਭਿੰਨਾ ਕੀਰਤਨ ਕੀਤਾ ਅਤੇ ਇਲਾਕੇ ਦੀਆਂ ਵੱਖ ਵੱਖ ਸ਼ਖਸੀਅਤਾਂ ਨੇ ਹਾਜ਼ਰੀ ਭਰੀ। ਪਰਿਵਾਰਕ ਮੈਂਬਰਾਂ ਨੇ ਦੱਸਿਆ ਕਿ ਸਰਬਜੋਤ ਦੀ ਇਸ ਪ੍ਰਾਪਤੀ ਨਾਲ ਸਿਰਫ਼ ਹਰਿਆਣਾ ਹੀ ਨਹੀਂ ਸਗੋਂ ਪੰਜਾਬ ਦਾ ਨਾਂਅ ਵੀ ਪੂਰੀ ਦੁਨੀਆ ਵਿੱਚ ਰੌਸ਼ਨ ਹੋਇਆ ਹੈ। ਇਸ ਮੌਕੇ ਸਰਬਜੋਤ ਸਿੰਘ ਦਾ ਸਿਰੋਪਾਓ ਅਤੇ ਯਾਦਗਾਰੀ ਚਿੰਨ੍ਹ ਦੇ ਕੇ ਸਨਮਾਨ ਕੀਤਾ ਗਿਆ ਅਤੇ ਨੌਜਵਾਨਾਂ ਨੂੰ ਖੇਡਾਂ ਨਾਲ ਜੁੜਨ ਦੀ ਪ੍ਰੇਰਨਾ ਦਿੱਤੀ ਗਈ। (ਰਜਨੀਸ਼ ਸ਼ਰਮਾ)- ਪੈਰਿਸ ਉਲੰਪਿਕ ਖੇਡਾਂ ਦੇ ਨਿਸ਼ਾਨੇਬਾਜ਼ੀ ਮੁਕਾਬਲੇ ਵਿੱਚ ਕਾਂਸੀ ਦਾ ਤਗਮਾ ਜਿੱਤਣ ਵਾਲੇ ਸਰਬਜੋਤ ਸਿੰਘ ਦੇ ਪਰਿਵਾਰ ਵੱਲੋਂ ਪਿੰਡ ਧੀਨ ਵਿਖੇ ਗੁਰਦੁਆਰਾ ਸਾਹਿਬ ਵਿੱਚ ਸ਼ੁਕਰਾਨੇ ਵਜੋਂ ਸ੍ਰੀ ਅਖੰਡ ਪਾਠ ਸਾਹਿਬ ਦੇ ਭੋਗ ਪਾਏ ਗਏ। ਇਸ ਮੌਕੇ ਰਾਗੀ ਜਥਿਆਂ ਨੇ ਰਸਭਿੰਨਾ ਕੀਰਤਨ ਕੀਤਾ ਅਤੇ ਇਲਾਕੇ ਦੀਆਂ ਵੱਖ ਵੱਖ ਸ਼ਖਸੀਅਤਾਂ ਨੇ ਹਾਜ਼ਰੀ ਭਰੀ। ਪਰਿਵਾਰਕ ਮੈਂਬਰਾਂ ਨੇ ਦੱਸਿਆ ਕਿ ਸਰਬਜੋਤ ਦੀ ਇਸ ਪ੍ਰਾਪਤੀ ਨਾਲ ਸਿਰਫ਼ ਹਰਿਆਣਾ ਹੀ ਨਹੀਂ ਸਗੋਂ ਪੰਜਾਬ ਦਾ ਨਾਂਅ ਵੀ ਪੂਰੀ ਦੁਨੀਆ ਵਿੱਚ ਰੌਸ਼ਨ ਹੋਇਆ ਹੈ। ਇਸ ਮੌਕੇ ਸਰਬਜੋਤ ਸਿੰਘ ਦਾ ਸਿਰੋਪਾਓ ਅਤੇ ਯਾਦਗਾਰੀ ਚਿੰਨ੍ਹ ਦੇ ਕੇ ਸਨਮਾਨ ਕੀਤਾ ਗਿਆ ਅਤੇ ਨੌਜਵਾਨਾਂ ਨੂੰ ਖੇਡਾਂ ਨਾਲ ਜੁੜਨ ਦੀ ਪ੍ਰੇਰਨਾ ਦਿੱਤੀ ਗਈ।: [602, 232, 938, 322]
story-headline: ਹਲਕਾ ਵਿਧਾਇਕਾ ਮਾਣੂਕੇ ਦੀ ਅਗਵਾਈ ਹੇਠ ਪਿੰਡਾਂ ਦਾ ਹੋ ਰਿਹਾ ਸਰਵਪੱਖੀ ਵਿਕਾਸ - ਬਲਾਕ ਪ੍ਰਧਾਨ: [7, 608, 229, 635]
story-photo-sant: [238, 936, 308, 1008]
story-photo-pali: [392, 393, 466, 485]
story-photo-seminar: [712, 1218, 941, 1364]
story-headline: ਮਾਨ ਸਰਕਾਰ ਨਾ ਕਿਸੇ ਤੋਂ ਡਰਦੀ ਹੈ ਤੇ ਨਾ ਹੀ ਕਿਸੇ ਨੂੰ ਡਰਾਉਂਦੀ ਹੈ : ਪਾਲੀ: [238, 357, 466, 388]
story-body-bottom: ਜਵੱਦੀ ਟਕਸਾਲ ਦੇ ਮੁਖੀ ਸੰਤ ਬਾਬਾ ਅਮੀਰ ਸਿੰਘ ਨੇ ਫੈਡਰੇਸ਼ਨ ਆਗੂ ਭਾਈ ਪਰਮਜੀਤ ਸਿੰਘ ਖਾਲਸਾ ਦੇ ਅਕਾਲ ਚਲਾਣੇ 'ਤੇ ਡੂੰਘੇ ਦੁੱਖ ਦਾ ਪ੍ਰਗਟਾਵਾ ਕੀਤਾ ਅਤੇ ਪਰਿਵਾਰ ਨਾਲ ਹਮਦਰਦੀ ਜ਼ਾਹਰ ਕੀਤੀ। ਜਵੱਦੀ ਟਕਸਾਲ ਦੇ ਮੁਖੀ ਸੰਤ ਬਾਬਾ ਅਮੀਰ ਸਿੰਘ ਨੇ ਫੈਡਰੇਸ਼ਨ ਆਗੂ ਭਾਈ ਪਰਮਜੀਤ ਸਿੰਘ ਖਾਲਸਾ ਦੇ ਅਕਾਲ ਚਲਾਣੇ 'ਤੇ ਡੂੰਘੇ ਦੁੱਖ ਦਾ ਪ੍ਰਗਟਾਵਾ ਕੀਤਾ ਅਤੇ ਪਰਿਵਾਰ ਨਾਲ ਹਮਦਰਦੀ ਜ਼ਾਹਰ ਕੀਤੀ। ਜਵੱਦੀ ਟਕਸਾਲ ਦੇ ਮੁਖੀ ਸੰਤ ਬਾਬਾ ਅਮੀਰ ਸਿੰਘ ਨੇ ਫੈਡਰੇਸ਼ਨ ਆਗੂ ਭਾਈ ਪਰਮਜੀਤ ਸਿੰਘ ਖਾਲਸਾ ਦੇ ਅਕਾਲ ਚਲਾਣੇ 'ਤੇ ਡੂੰਘੇ ਦੁੱਖ ਦਾ ਪ੍ਰਗਟਾਵਾ ਕੀਤਾ ਅਤੇ ਪਰਿਵਾਰ ਨਾਲ ਹਮਦਰਦੀ ਜ਼ਾਹਰ ਕੀਤੀ। ਜਵੱਦੀ ਟਕਸਾਲ ਦੇ ਮੁਖੀ ਸੰਤ ਬਾਬਾ ਅਮੀਰ ਸਿੰਘ ਨੇ ਫੈਡਰੇਸ਼ਨ ਆਗੂ ਭਾਈ ਪਰਮਜੀਤ ਸਿੰਘ ਖਾਲਸਾ ਦੇ ਅਕਾਲ ਚਲਾਣੇ 'ਤੇ ਡੂੰਘੇ ਦੁੱਖ ਦਾ ਪ੍ਰਗਟਾਵਾ ਕੀਤਾ ਅਤੇ ਪਰਿਵਾਰ ਨਾਲ ਹਮਦਰਦੀ ਜ਼ਾਹਰ ਕੀਤੀ।: [238, 1012, 462, 1093]
story-subhead: ਤਗਮਾ ਜਿੱਤਣ ਨਾਲ ਹਰਿਆਣਾ ਪੰਜਾਬ ਦਾ ਨਾਂਅ ਸੰਸਾਰ ਭਰ ਚਮਕਿਆ: [576, 118, 848, 131]
story-body: ਆਲ ਪੰਜਾਬ ਆਂਗਣਵਾੜੀ ਮੁਲਾਜ਼ਮ ਯੂਨੀਅਨ ਦੀ ਮੀਟਿੰਗ ਵਿੱਚ ਫੈਸਲਾ ਕੀਤਾ ਗਿਆ ਕਿ ਮੰਗਾਂ ਨਾ ਮੰਨੇ ਜਾਣ ਦੇ ਰੋਸ ਵਜੋਂ 15 ਅਗਸਤ ਨੂੰ ਸੰਗਰੂਰ ਵਿਖੇ ਰੋਸ ਪ੍ਰਦਰਸ਼ਨ ਕੀਤਾ ਜਾਵੇਗਾ। ਆਲ ਪੰਜਾਬ ਆਂਗਣਵਾੜੀ ਮੁਲਾਜ਼ਮ ਯੂਨੀਅਨ ਦੀ ਮੀਟਿੰਗ ਵਿੱਚ ਫੈਸਲਾ ਕੀਤਾ ਗਿਆ ਕਿ ਮੰਗਾਂ ਨਾ ਮੰਨੇ ਜਾਣ ਦੇ ਰੋਸ ਵਜੋਂ 15 ਅਗਸਤ ਨੂੰ ਸੰਗਰੂਰ ਵਿਖੇ ਰੋਸ ਪ੍ਰਦਰਸ਼ਨ ਕੀਤਾ ਜਾਵੇਗਾ। ਆਲ ਪੰਜਾਬ ਆਂਗਣਵਾੜੀ ਮੁਲਾਜ਼ਮ ਯੂਨੀਅਨ ਦੀ ਮੀਟਿੰਗ ਵਿੱਚ ਫੈਸਲਾ ਕੀਤਾ ਗਿਆ ਕਿ ਮੰਗਾਂ ਨਾ ਮੰਨੇ ਜਾਣ ਦੇ ਰੋਸ ਵਜੋਂ 15 ਅਗਸਤ ਨੂੰ ਸੰਗਰੂਰ ਵਿਖੇ ਰੋਸ ਪ੍ਰਦਰਸ਼ਨ ਕੀਤਾ ਜਾਵੇਗਾ। ਆਲ ਪੰਜਾਬ ਆਂਗਣਵਾੜੀ ਮੁਲਾਜ਼ਮ ਯੂਨੀਅਨ ਦੀ ਮੀਟਿੰਗ ਵਿੱਚ ਫੈਸਲਾ ਕੀਤਾ ਗਿਆ ਕਿ ਮੰਗਾਂ ਨਾ ਮੰਨੇ ਜਾਣ ਦੇ ਰੋਸ ਵਜੋਂ 15 ਅਗਸਤ ਨੂੰ ਸੰਗਰੂਰ ਵਿਖੇ ਰੋਸ ਪ੍ਰਦਰਸ਼ਨ ਕੀਤਾ ਜਾਵੇਗਾ।: [466, 1046, 718, 1109]
story-body-right2: (ਮਨਜੀਤ ਸਿੰਘ ਚੀਮਾ)- ਪੁਲਿਸ ਥਾਣੇ ਸੰਗਤਪੁਰਾ ਦੇ ਪਿੰਡ ਬੁਰਮਪੁਰ ਵਿਖੇ ਪਿਛਲੇ 3 ਦਿਨਾਂ ਤੋਂ ਪਿੰਡ ਚਾਹਲਾਂ, ਜ਼ਿਲ੍ਹਾ ਲੁਧਿਆਣਾ ਦੇ ਲੋਕਾਂ ਨੇ ਪਿੰਡ ਦੇ ਇੱਕ ਵਿਅਕਤੀ ਦੇ ਘਰ ਅੱਗੇ ਧਰਨਾ ਦਿੱਤਾ ਹੋਇਆ ਹੈ। ਇਸ ਮੌਕੇ 'ਚ ਪਿੰਡ ਚਾਹਲਾਂ, ਚੱਕਾਂ ਸਾਹਿਬ ਤੋਂ ਇਲਾਵਾ ਕਿਸਾਨ ਯੂਨੀਅਨ ਦੇ ਆਗੂ ਵੀ ਸ਼ਾਮਲ ਸਨ। ਧਰਨੇ ਦੀ ਅਗਵਾਈ ਕਰ ਰਹੇ ਜਸਵੀਰ ਸਿੰਘ ਨੇ ਦੱਸਿਆ ਕਿ ਪਿੰਡ ਦੇ ਨੌਜਵਾਨ ਨੂੰ ਵਿਦੇਸ਼ ਭੇਜਣ ਦੇ ਨਾਂ 'ਤੇ 25 ਲੱਖ ਰੁਪਏ ਲਏ ਗਏ ਪਰ ਨਾ ਤਾਂ ਉਸਨੂੰ ਵਿਦੇਸ਼ ਭੇਜਿਆ ਗਿਆ ਅਤੇ ਨਾ ਹੀ ਪੈਸੇ ਵਾਪਸ ਕੀਤੇ ਗਏ। ਪੁਲਿਸ ਨੇ ਮਾਮਲਾ ਦਰਜ ਕੀਤਾ ਅਤੇ ਆਪਸੀ ਸਮਝੌਤਾ ਹੋਇਆ ਪਰ ਸਮਝੌਤੇ ਦੀ ਰਾਸ਼ੀ ਵੀ ਨਹੀਂ ਦਿੱਤੀ ਗਈ। ਧਰਨਾਕਾਰੀਆਂ ਨੇ ਕਿਹਾ ਕਿ ਜਦੋਂ ਤੱਕ ਪੈਸੇ ਵਾਪਸ ਨਹੀਂ ਹੁੰਦੇ ਧਰਨਾ ਜਾਰੀ ਰਹੇਗਾ।: [300, 246, 464, 345]
story-talwandi-cheque: [4, 856, 232, 1188]
color-swatch: [158, 1495, 237, 1507]
divider: [4, 1192, 941, 1193]
masthead-divider: [596, 4, 597, 40]
divider: [718, 357, 719, 887]
story-photo-ricky: [874, 768, 941, 848]
story-shakti-school-teeyan: [4, 357, 232, 605]
story-headline: ਜਥੇਦਾਰ ਜਗਜੀਤ ਸਿੰਘ ਤਲਵੰਡੀ ਵੱਲੋਂ ਲੋੜਵੰਦ ਪਰਿਵਾਰ ਨੂੰ ਸਹਾਇਤਾ ਰਾਸ਼ੀ ਦਾ ਚੈੱਕ ਭੇਟ: [4, 856, 232, 883]
story-photo-athletes: [472, 475, 718, 603]
story-headline: ਸੁੱਖ ਸਾਗਰ ਚੈਰੀਟੇਬਲ ਸੁਸਾਇਟੀ ਵੱਲੋਂ ਨਵੀਂ ਖੋਲ੍ਹੀ ਗਈ ਹੋਮਿਓਪੈਥਿਕ ਡਿਸਪੈਂਸਰੀ ਦਾ ਬਾਬਾ ਗੁਰਜੀਤ ਸਿੰਘ ਨਾਨਕਸਰ ਵਾਲਿਆਂ ਨੇ ਕੀਤਾ ਉਦਘਾਟਨ: [10, 1196, 328, 1221]
color-swatch: [0, 1495, 79, 1507]
story-headline: ਐਸ ਸੀ ਅਤੇ ਪੱਛੜੇ ਵਰਗਾਂ ਦੇ ਹੱਕਾਂ ਅਤੇ ਹਿੱਤਾਂ ਖਾਤਰ ਸੰਘਰਸ਼ ਕਰਨ ਵਾਲਿਆਂ ਨਾਲ ਹਮੇਸ਼ਾਂ ਖੜ੍ਹਾਂਗੇ : ਮਾਹੀ: [736, 882, 927, 906]
story-headline: ਲੱਜਿਆਵਤੀ ਜੈਨ ਨਰਸਿੰਗ ਕਾਲਜ ਰਾਏਕੋਟ ਵਿਖੇ ਤੀਆਂ ਦਾ ਤਿਉਹਾਰ ਧੂਮਧਾਮ ਨਾਲ ਮਨਾਇਆ: [339, 1196, 583, 1220]
story-photo-children: [722, 393, 941, 521]
story-headline: ਸਕੂਲਾਂ ਦੇ 12ਵੀਂ ਜਮਾਤ ਵਿੱਚੋਂ ਪਹਿਲਾ ਸਥਾਨ ਪ੍ਰਾਪਤ ਕਰਨ ਵਾਲੇ ਵਿਦਿਆਰਥੀਆਂ ਨੂੰ ਸਨਮਾਨਿਤ ਕੀਤਾ ਜਾਵੇਗਾ-ਰਿੱਕੀ ਸੂਦ: [724, 720, 939, 756]
story-headline: ਉਲੰਪਿਕ 'ਚ ਤਗਮਾ ਜਿੱਤਣ ਵਾਲੇ ਸਰਬਜੋਤ ਸਿੰਘ ਦੇ ਪਰਿਵਾਰ ਨੇ ਸ਼ੁਕਰਾਨੇ ਵਜੋਂ ਕਰਵਾਇਆ ਸ੍ਰੀ ਅਖੰਡ ਪਾਠ ਸਾਹਿਬ: [476, 48, 929, 90]
story-body-right: (ਤਰਸੇਮ ਸਿੰਘ ਗਿੱਲ)- ਜਗਦ ਗੁਰੂ ਸ਼ੰਕਰਾਚਾਰੀਆ ਜੀ ਵੱਲੋਂ ਗਊ ਰੱਖਿਆ ਲਈ ਦੇਸ਼ ਭਰ ਵਿੱਚ ਗਊ ਸੰਸਦ ਨਿਯੁਕਤ ਕੀਤੇ ਜਾ ਰਹੇ ਹਨ। ਇਸੇ ਲੜੀ ਤਹਿਤ ਹਲਕਾ ਫਤਿਹਗੜ੍ਹ ਸਾਹਿਬ ਤੋਂ ਕਰਨ ਵਰਮਾ ਅਤੇ ਲੁਧਿਆਣਾ ਤੋਂ ਰਾਜਨ ਦੱਤ ਨੂੰ ਗਊ ਸੰਸਦ ਨਿਯੁਕਤ ਕੀਤਾ ਗਿਆ ਹੈ। ਇਸ ਮੌਕੇ ਦੋਵਾਂ ਨੇ ਭਰੋਸਾ ਦਿੱਤਾ ਕਿ ਉਹ ਗਊ ਮਾਤਾ ਦੀ ਸੇਵਾ ਅਤੇ ਸੁਰੱਖਿਆ ਲਈ ਪੂਰੀ ਤਨਦੇਹੀ ਨਾਲ ਕੰਮ ਕਰਨਗੇ। (ਤਰਸੇਮ ਸਿੰਘ ਗਿੱਲ)- ਜਗਦ ਗੁਰੂ ਸ਼ੰਕਰਾਚਾਰੀਆ ਜੀ ਵੱਲੋਂ ਗਊ ਰੱਖਿਆ ਲਈ ਦੇਸ਼ ਭਰ ਵਿੱਚ ਗਊ ਸੰਸਦ ਨਿਯੁਕਤ ਕੀਤੇ ਜਾ ਰਹੇ ਹਨ। ਇਸੇ ਲੜੀ ਤਹਿਤ ਹਲਕਾ ਫਤਿਹਗੜ੍ਹ ਸਾਹਿਬ ਤੋਂ ਕਰਨ ਵਰਮਾ ਅਤੇ ਲੁਧਿਆਣਾ ਤੋਂ ਰਾਜਨ ਦੱਤ ਨੂੰ ਗਊ ਸੰਸਦ ਨਿਯੁਕਤ ਕੀਤਾ ਗਿਆ ਹੈ। ਇਸ ਮੌਕੇ ਦੋਵਾਂ ਨੇ ਭਰੋਸਾ ਦਿੱਤਾ ਕਿ ਉਹ ਗਊ ਮਾਤਾ ਦੀ ਸੇਵਾ ਅਤੇ ਸੁਰੱਖਿਆ ਲਈ ਪੂਰੀ ਤਨਦੇਹੀ ਨਾਲ ਕੰਮ ਕਰਨਗੇ।: [544, 658, 718, 757]
color-swatch: [473, 1495, 552, 1507]
story-headline: ਆਲ ਪੰਜਾਬ ਆਂਗਣਵਾੜੀ ਮੁਲਾਜ਼ਮ ਯੂਨੀਅਨ ਵੱਲੋਂ 15 ਅਗਸਤ ਨੂੰ ਸੰਗਰੂਰ ਵਿਖੇ ਕੀਤਾ ਜਾਵੇਗਾ ਰੋਸ ਪ੍ਰਦਰਸ਼ਨ: [475, 890, 709, 914]
story-photo-officials: [118, 642, 232, 700]
color-swatch: [315, 1495, 394, 1507]
color-swatch: [788, 1495, 867, 1507]
story-jawaddi-taksal: [238, 890, 462, 1188]
story-sc-rights-mahi: [722, 882, 941, 1188]
story-headline: ਜਗਦ ਗੁਰੂ ਸ਼ੰਕਰਾਚਾਰੀਆ ਵੱਲੋਂ ਹਲਕਾ ਫਤਿਹਗੜ੍ਹ ਸਾਹਿਬ ਤੋਂ ਕਰਨ ਵਰਮਾ ਤੇ ਲੁਧਿਆਣਾ ਤੋਂ ਰਾਜਨ ਦੱਤ ਨੂੰ ਗਊ ਸੰਸਦ ਕੀਤਾ ਗਿਆ ਨਿਯੁਕਤ: [242, 608, 714, 649]
story-krc-kindergarten: [722, 357, 941, 715]
story-body: ਲੁਧਿਆਣਾ, 11 ਅਗਸਤ ਸੁੱਖ ਸਾਗਰ ਚੈਰੀਟੇਬਲ ਸੁਸਾਇਟੀ ਵੱਲੋਂ ਲੋਕਾਂ ਦੀ ਸਹੂਲਤ ਲਈ ਨਵੀਂ ਹੋਮਿਓਪੈਥਿਕ ਡਿਸਪੈਂਸਰੀ ਖੋਲ੍ਹੀ ਗਈ ਜਿਸ ਦਾ ਉਦਘਾਟਨ ਬਾਬਾ ਗੁਰਜੀਤ ਸਿੰਘ ਨਾਨਕਸਰ ਵਾਲਿਆਂ ਨੇ ਕੀਤਾ।: [4, 1424, 192, 1451]
story-body-mid: (ਤਰਸੇਮ ਸਿੰਘ ਗਿੱਲ)- ਜਗਦ ਗੁਰੂ ਸ਼ੰਕਰਾਚਾਰੀਆ ਜੀ ਵੱਲੋਂ ਗਊ ਰੱਖਿਆ ਲਈ ਦੇਸ਼ ਭਰ ਵਿੱਚ ਗਊ ਸੰਸਦ ਨਿਯੁਕਤ ਕੀਤੇ ਜਾ ਰਹੇ ਹਨ। ਇਸੇ ਲੜੀ ਤਹਿਤ ਹਲਕਾ ਫਤਿਹਗੜ੍ਹ ਸਾਹਿਬ ਤੋਂ ਕਰਨ ਵਰਮਾ ਅਤੇ ਲੁਧਿਆਣਾ ਤੋਂ ਰਾਜਨ ਦੱਤ ਨੂੰ ਗਊ ਸੰਸਦ ਨਿਯੁਕਤ ਕੀਤਾ ਗਿਆ ਹੈ। ਇਸ ਮੌਕੇ ਦੋਵਾਂ ਨੇ ਭਰੋਸਾ ਦਿੱਤਾ ਕਿ ਉਹ ਗਊ ਮਾਤਾ ਦੀ ਸੇਵਾ ਅਤੇ ਸੁਰੱਖਿਆ ਲਈ ਪੂਰੀ ਤਨਦੇਹੀ ਨਾਲ ਕੰਮ ਕਰਨਗੇ।: [360, 794, 540, 848]
